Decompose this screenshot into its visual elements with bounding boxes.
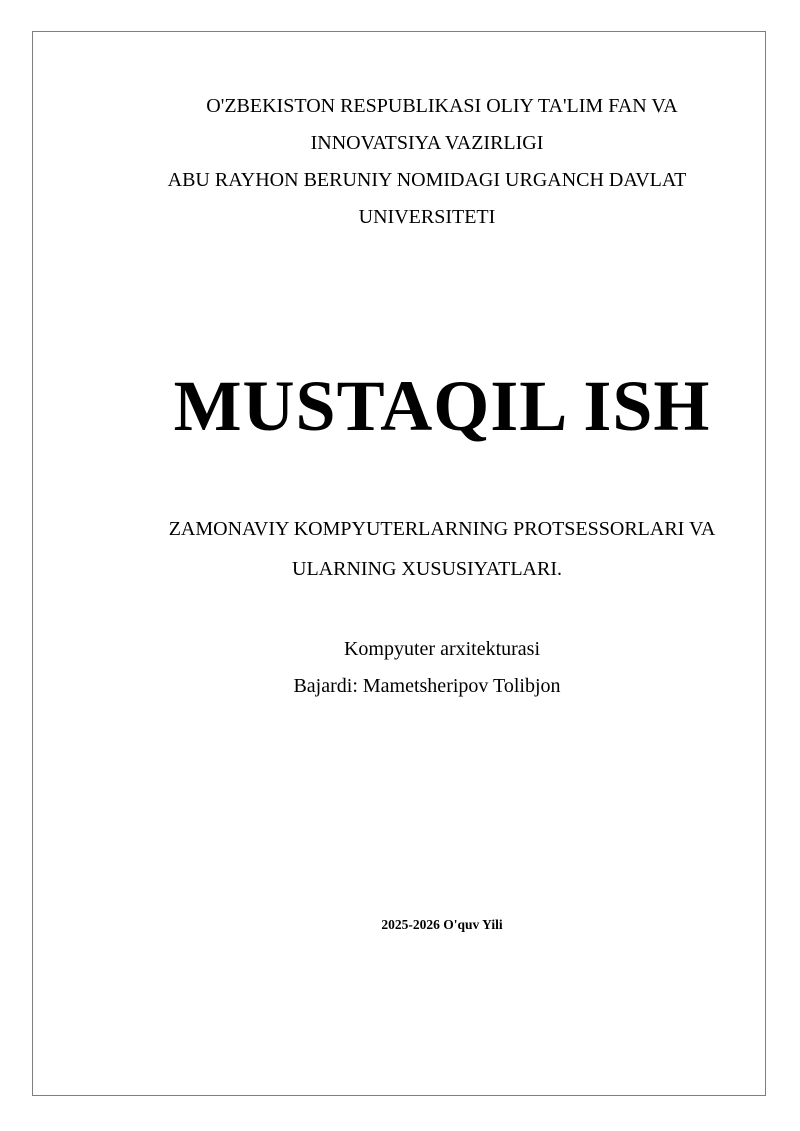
subtitle-text: ULARNING XUSUSIYATLARI.: [292, 558, 562, 580]
subtitle-line-1: [139, 509, 745, 549]
header-text: O'ZBEKISTON RESPUBLIKASI OLIY TA'LIM FAN VA: [206, 95, 678, 117]
header-line-university-1: [124, 162, 730, 199]
ministry-university-header: [124, 88, 730, 236]
header-line-ministry-1: [139, 88, 745, 125]
academic-year-block: [124, 916, 730, 934]
title-page-content: [124, 88, 730, 934]
academic-year-text: 2025-2026 O'quv Yili: [381, 917, 503, 932]
topic-subtitle-block: [124, 509, 730, 589]
header-text: ABU RAYHON BERUNIY NOMIDAGI URGANCH DAVLAT: [167, 169, 687, 191]
author-line: [124, 668, 730, 705]
header-line-ministry-2: [124, 125, 730, 162]
author-text: Bajardi: Mametsheripov Tolibjon: [293, 675, 561, 697]
subtitle-text: ZAMONAVIY KOMPYUTERLARNING PROTSESSORLARI VA: [168, 518, 716, 540]
course-author-block: [124, 631, 730, 705]
header-text: UNIVERSITETI: [358, 206, 496, 228]
subtitle-line-2: [124, 549, 730, 589]
course-name-line: [139, 631, 745, 668]
document-page: [32, 31, 766, 1096]
course-name-text: Kompyuter arxitekturasi: [343, 638, 541, 660]
document-title: [139, 364, 745, 448]
document-title-block: [124, 364, 730, 448]
header-line-university-2: [124, 199, 730, 236]
academic-year-line: [139, 916, 745, 934]
document-title-text: MUSTAQIL ISH: [173, 366, 711, 446]
header-text: INNOVATSIYA VAZIRLIGI: [310, 132, 544, 154]
